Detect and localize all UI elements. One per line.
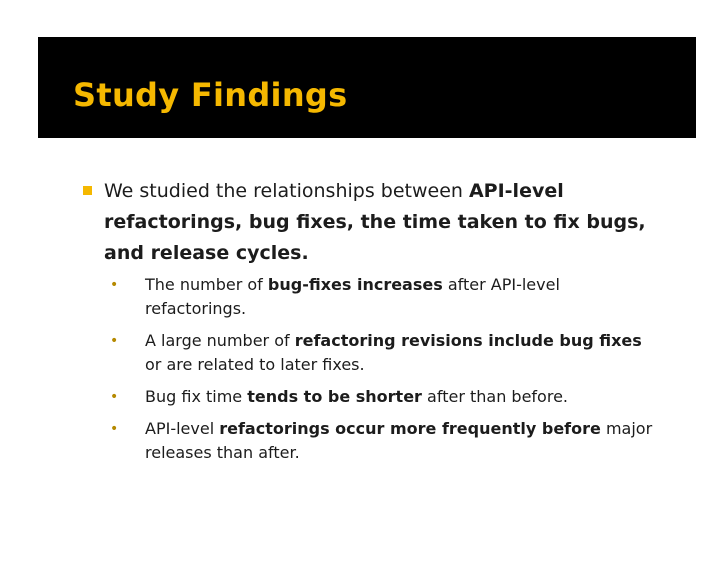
slide-content [83,176,658,473]
sub-point-text-bold: refactoring revisions include bug fixes [294,331,642,350]
sub-point-text: The number of [145,275,268,294]
sub-bullet-list [104,273,658,465]
main-point-text-0: We studied the relationships between [104,180,469,202]
sub-point-text-bold: refactorings occur more frequently before [219,419,601,438]
main-bullet-point [83,176,658,269]
sub-bullet-item [104,273,658,321]
square-bullet-icon [83,186,92,195]
sub-point-text: Bug fix time [145,387,248,406]
sub-point-text: A large number of [145,331,295,350]
sub-point-text: major releases than after. [145,419,653,462]
sub-point-text: after API-level refactorings. [145,275,560,318]
dot-bullet-icon: • [110,389,119,405]
slide-title: Study Findings [73,76,348,114]
dot-bullet-icon: • [110,333,119,349]
sub-bullet-item [104,385,658,409]
sub-point-text-bold: bug-fixes increases [267,275,443,294]
sub-bullet-item [104,417,658,465]
sub-point-text: after than before. [421,387,568,406]
dot-bullet-icon: • [110,421,119,437]
title-bar [38,37,696,138]
sub-point-text: or are related to later fixes. [145,355,365,374]
dot-bullet-icon: • [110,277,119,293]
sub-point-text-bold: tends to be shorter [247,387,422,406]
sub-bullet-item [104,329,658,377]
main-point-text-1: API-level refactorings, bug fixes, the time taken to fix bugs, and release cycles. [104,180,646,264]
sub-point-text: API-level [145,419,220,438]
